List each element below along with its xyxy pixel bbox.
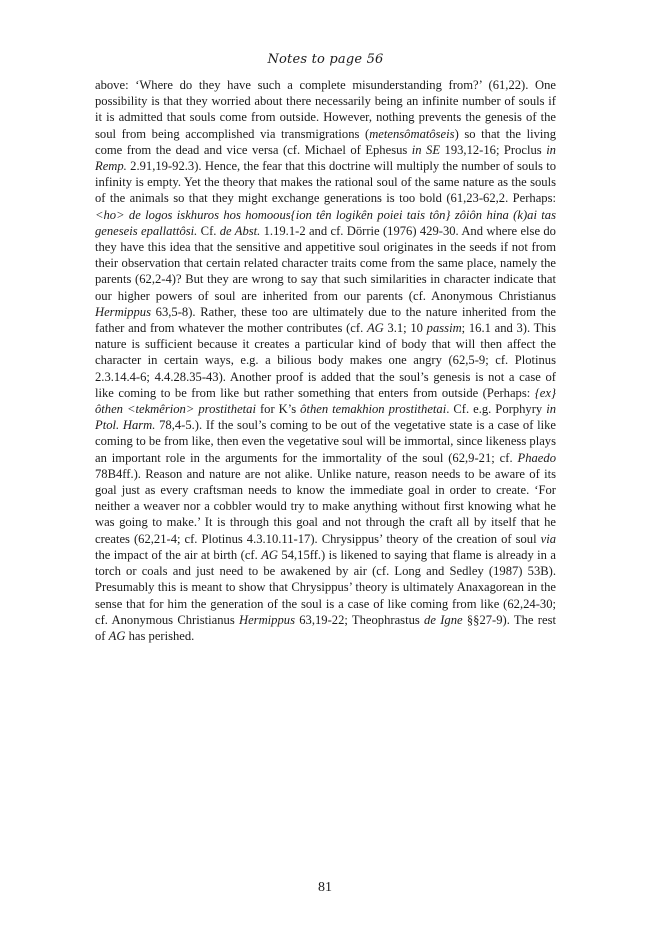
text-segment: 54,15ff.) is likened to saying that flame is already in a torch or coals and just need to be awakened by air (cf. Long and Sedley (1987) 53B). Presumably this is meant to show that Chrysippus’ theory is ultimately Anaxagorean in the sense that for him the generation of the soul is a case of like coming from like (62,24-30; cf. Anonymous Christianus (95, 547, 556, 627)
italic-text-segment: metensômatôseis (369, 126, 455, 141)
text-segment: §§27-9). The rest of (95, 612, 556, 643)
text-segment: 63,19-22; Theophrastus (294, 612, 425, 627)
text-segment: the impact of the air at birth (cf. (95, 547, 262, 562)
italic-text-segment: AG (108, 628, 126, 643)
italic-text-segment: de Igne (424, 612, 463, 627)
text-segment: for K’s (255, 402, 301, 417)
running-title: Notes to page 56 (267, 52, 384, 67)
italic-text-segment: Hermippus (95, 304, 151, 319)
text-segment: 2.91,19-92.3). Hence, the fear that this doctrine will multiply the number of souls to infinity is empty. Yet the theory that makes the rational soul of the same nature as the souls of the animals so that they might exchange generations is too bold (61,23-62,2. Perhaps: (95, 159, 556, 206)
text-segment: ) so that the living come from the dead and vice versa (cf. Michael of Ephesus (95, 126, 556, 157)
italic-text-segment: in Remp. (95, 142, 556, 174)
text-segment: Cf. (197, 223, 220, 238)
text-segment: 78,4-5.). If the soul’s coming to be out of the vegetative state is a case of like coming to be from like, then even the vegetative soul will be immortal, since likeness plays an important role in the arguments for the immortality of the soul (62,9-21; cf. (95, 418, 556, 465)
body-paragraph (95, 77, 556, 644)
italic-text-segment: {ex}ôthen <tekmêrion> prostithetai (95, 385, 556, 417)
italic-text-segment: de Abst. (219, 223, 261, 238)
italic-text-segment: in SE (411, 142, 441, 157)
italic-text-segment: <ho> de logos iskhuros hos homoous{ion tên logikên poiei tais tôn} zôiôn hina (k)ai tas geneseis epallattôsi. (95, 207, 556, 238)
text-segment: has perished. (125, 628, 195, 643)
italic-text-segment: Phaedo (517, 450, 556, 465)
italic-text-segment: in Ptol. Harm. (95, 402, 556, 433)
italic-text-segment: AG (261, 547, 278, 562)
italic-text-segment: AG (366, 321, 384, 336)
text-segment: 1.19.1-2 and cf. Dörrie (1976) 429-30. And where else do they have this idea that the sensitive and appetitive soul originates in the seeds if not from their observation that certain related character traits come from the same place, namely the parents (62,2-4)? But they are wrong to say that such similarities in character indicate that our higher powers of soul are inherited from our parents (cf. Anonymous Christianus (95, 223, 556, 303)
italic-text-segment: Hermippus (239, 612, 295, 627)
text-segment: 63,5-8). Rather, these too are ultimately due to the nature inherited from the father and from whatever the mother contributes (cf. (95, 304, 556, 336)
text-segment: 3.1; 10 (383, 321, 427, 336)
italic-text-segment: ôthen temakhion prostithetai (300, 402, 447, 417)
italic-text-segment: via (540, 531, 556, 546)
text-segment: ; 16.1 and 3). This nature is sufficient because it creates a particular kind of body that will then affect the character in certain ways, e.g. a bilious body makes one angry (62,5-9; cf. Plotinus 2.3.14.4-6; 4.4.28.35-43). Another proof is added that the soul’s genesis is not a case of like coming to be from like but rather something that enters from outside (Perhaps: (95, 321, 556, 400)
text-segment: . Cf. e.g. Porphyry (446, 402, 547, 417)
text-segment: 78B4ff.). Reason and nature are not alike. Unlike nature, reason needs to be aware of its goal just as every craftsman needs to know the immediate goal in order to create. ‘For neither a weaver nor a cobbler would try to make anything without first knowing what he was going to make.’ It is through this goal and not through the craft all by itself that he creates (62,21-4; cf. Plotinus 4.3.10.11-17). Chrysippus’ theory of the creation of soul (95, 466, 556, 546)
page-number: 81 (318, 880, 332, 895)
page-content (95, 52, 556, 644)
text-segment: above: ‘Where do they have such a complete misunderstanding from?’ (61,22). One possibility is that they worried about there necessarily being an infinite number of souls if it is admitted that souls come from outside. However, nothing prevents the genesis of the soul from being accomplished via transmigrations ( (95, 78, 556, 141)
italic-text-segment: passim (426, 321, 462, 336)
text-segment: 193,12-16; Proclus (440, 142, 547, 157)
